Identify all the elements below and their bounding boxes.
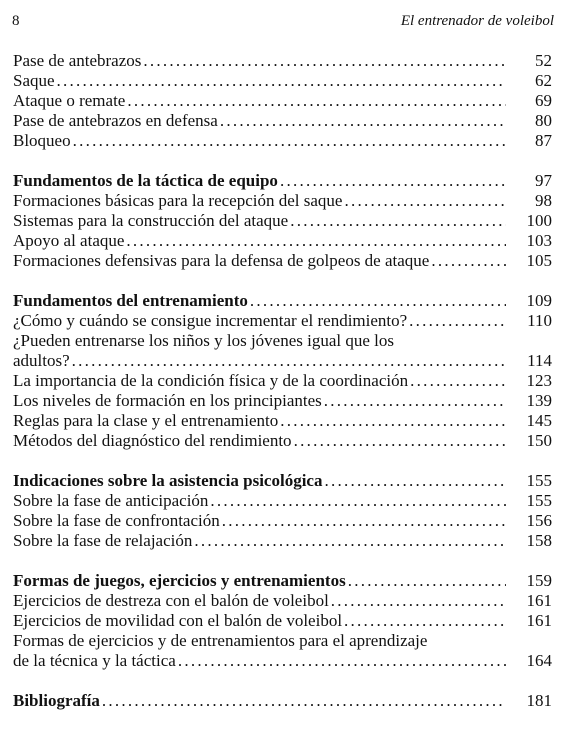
toc-entry xyxy=(13,391,552,411)
toc-entry xyxy=(13,71,552,91)
entry-title-first-line: ¿Pueden entrenarse los niños y los jóvenes igual que los xyxy=(13,331,395,350)
entry-title-first-line: Formas de ejercicios y de entrenamientos para el aprendizaje xyxy=(13,631,428,650)
entry-page-number: 100 xyxy=(526,211,552,230)
entry-page-number: 155 xyxy=(526,491,552,510)
toc-entry xyxy=(13,431,552,451)
dot-leader xyxy=(73,131,506,151)
entry-title: Bibliografía xyxy=(13,691,100,710)
entry-title: Apoyo al ataque xyxy=(13,231,125,250)
entry-page-number: 52 xyxy=(535,51,552,70)
entry-page-number: 109 xyxy=(526,291,552,310)
entry-title: Pase de antebrazos xyxy=(13,51,142,70)
entry-page-number: 156 xyxy=(526,511,552,530)
entry-title: adultos? xyxy=(13,351,70,370)
entry-page-number: 161 xyxy=(526,591,552,610)
entry-page-number: 181 xyxy=(526,691,552,710)
entry-page-number: 110 xyxy=(527,311,552,330)
toc-section xyxy=(13,691,552,711)
section-heading xyxy=(13,471,552,491)
dot-leader xyxy=(57,71,506,91)
toc-section xyxy=(13,291,552,451)
dot-leader xyxy=(127,91,506,111)
toc-entry xyxy=(13,531,552,551)
entry-title: Formas de juegos, ejercicios y entrenamientos xyxy=(13,571,346,590)
entry-page-number: 97 xyxy=(535,171,552,190)
entry-page-number: 105 xyxy=(526,251,552,270)
entry-page-number: 62 xyxy=(535,71,552,90)
entry-title: Formaciones básicas para la recepción del saque xyxy=(13,191,343,210)
toc-entry xyxy=(13,91,552,111)
entry-page-number: 69 xyxy=(535,91,552,110)
toc-entry xyxy=(13,651,552,671)
entry-page-number: 155 xyxy=(526,471,552,490)
dot-leader xyxy=(410,371,506,391)
entry-title: Ejercicios de movilidad con el balón de voleibol xyxy=(13,611,343,630)
dot-leader xyxy=(102,691,506,711)
entry-title: Fundamentos del entrenamiento xyxy=(13,291,248,310)
entry-title: ¿Cómo y cuándo se consigue incrementar el rendimiento? xyxy=(13,311,408,330)
toc-entry xyxy=(13,371,552,391)
entry-page-number: 158 xyxy=(526,531,552,550)
dot-leader xyxy=(324,471,506,491)
dot-leader xyxy=(324,391,506,411)
dot-leader xyxy=(72,351,506,371)
entry-page-number: 123 xyxy=(526,371,552,390)
entry-title: Reglas para la clase y el entrenamiento xyxy=(13,411,279,430)
toc-entry xyxy=(13,411,552,431)
entry-page-number: 159 xyxy=(526,571,552,590)
entry-title: Fundamentos de la táctica de equipo xyxy=(13,171,278,190)
entry-title: Ejercicios de destreza con el balón de voleibol xyxy=(13,591,329,610)
entry-title: Ataque o remate xyxy=(13,91,126,110)
dot-leader xyxy=(126,231,506,251)
dot-leader xyxy=(290,211,506,231)
dot-leader xyxy=(431,251,506,271)
dot-leader xyxy=(178,651,506,671)
toc-entry xyxy=(13,511,552,531)
entry-page-number: 139 xyxy=(526,391,552,410)
toc-entry xyxy=(13,211,552,231)
dot-leader xyxy=(344,191,506,211)
entry-title: Saque xyxy=(13,71,55,90)
toc-entry xyxy=(13,491,552,511)
toc-section xyxy=(13,471,552,551)
dot-leader xyxy=(250,291,506,311)
entry-title: Formaciones defensivas para la defensa de golpeos de ataque xyxy=(13,251,430,270)
toc-entry xyxy=(13,231,552,251)
entry-title: Métodos del diagnóstico del rendimiento xyxy=(13,431,292,450)
table-of-contents xyxy=(13,51,552,731)
toc-entry xyxy=(13,611,552,631)
dot-leader xyxy=(280,171,506,191)
toc-entry xyxy=(13,351,552,371)
toc-section xyxy=(13,51,552,151)
dot-leader xyxy=(220,111,506,131)
section-heading xyxy=(13,571,552,591)
entry-page-number: 80 xyxy=(535,111,552,130)
entry-page-number: 103 xyxy=(526,231,552,250)
running-title: El entrenador de voleibol xyxy=(400,13,554,29)
entry-page-number: 150 xyxy=(526,431,552,450)
toc-entry xyxy=(13,251,552,271)
entry-page-number: 114 xyxy=(527,351,552,370)
entry-title: de la técnica y la táctica xyxy=(13,651,176,670)
toc-section xyxy=(13,171,552,271)
toc-entry xyxy=(13,191,552,211)
dot-leader xyxy=(143,51,506,71)
toc-entry xyxy=(13,51,552,71)
section-heading xyxy=(13,171,552,191)
dot-leader xyxy=(210,491,506,511)
section-heading xyxy=(13,291,552,311)
dot-leader xyxy=(348,571,506,591)
dot-leader xyxy=(409,311,506,331)
dot-leader xyxy=(294,431,506,451)
entry-page-number: 98 xyxy=(535,191,552,210)
entry-title: Indicaciones sobre la asistencia psicológica xyxy=(13,471,323,490)
toc-entry xyxy=(13,311,552,331)
dot-leader xyxy=(222,511,506,531)
section-heading xyxy=(13,691,552,711)
entry-page-number: 145 xyxy=(526,411,552,430)
page-header xyxy=(12,13,554,30)
dot-leader xyxy=(331,591,506,611)
toc-entry xyxy=(13,111,552,131)
entry-page-number: 161 xyxy=(526,611,552,630)
entry-title: Sobre la fase de confrontación xyxy=(13,511,220,530)
entry-title: Sobre la fase de relajación xyxy=(13,531,193,550)
entry-title: Sobre la fase de anticipación xyxy=(13,491,209,510)
toc-entry xyxy=(13,131,552,151)
entry-title: Bloqueo xyxy=(13,131,71,150)
page-number: 8 xyxy=(12,13,20,29)
entry-page-number: 87 xyxy=(535,131,552,150)
entry-title: La importancia de la condición física y de la coordinación xyxy=(13,371,409,390)
toc-entry xyxy=(13,591,552,611)
entry-page-number: 164 xyxy=(526,651,552,670)
dot-leader xyxy=(344,611,506,631)
dot-leader xyxy=(194,531,506,551)
entry-title: Los niveles de formación en los principiantes xyxy=(13,391,322,410)
entry-title: Sistemas para la construcción del ataque xyxy=(13,211,289,230)
dot-leader xyxy=(280,411,506,431)
toc-section xyxy=(13,571,552,671)
entry-title: Pase de antebrazos en defensa xyxy=(13,111,218,130)
